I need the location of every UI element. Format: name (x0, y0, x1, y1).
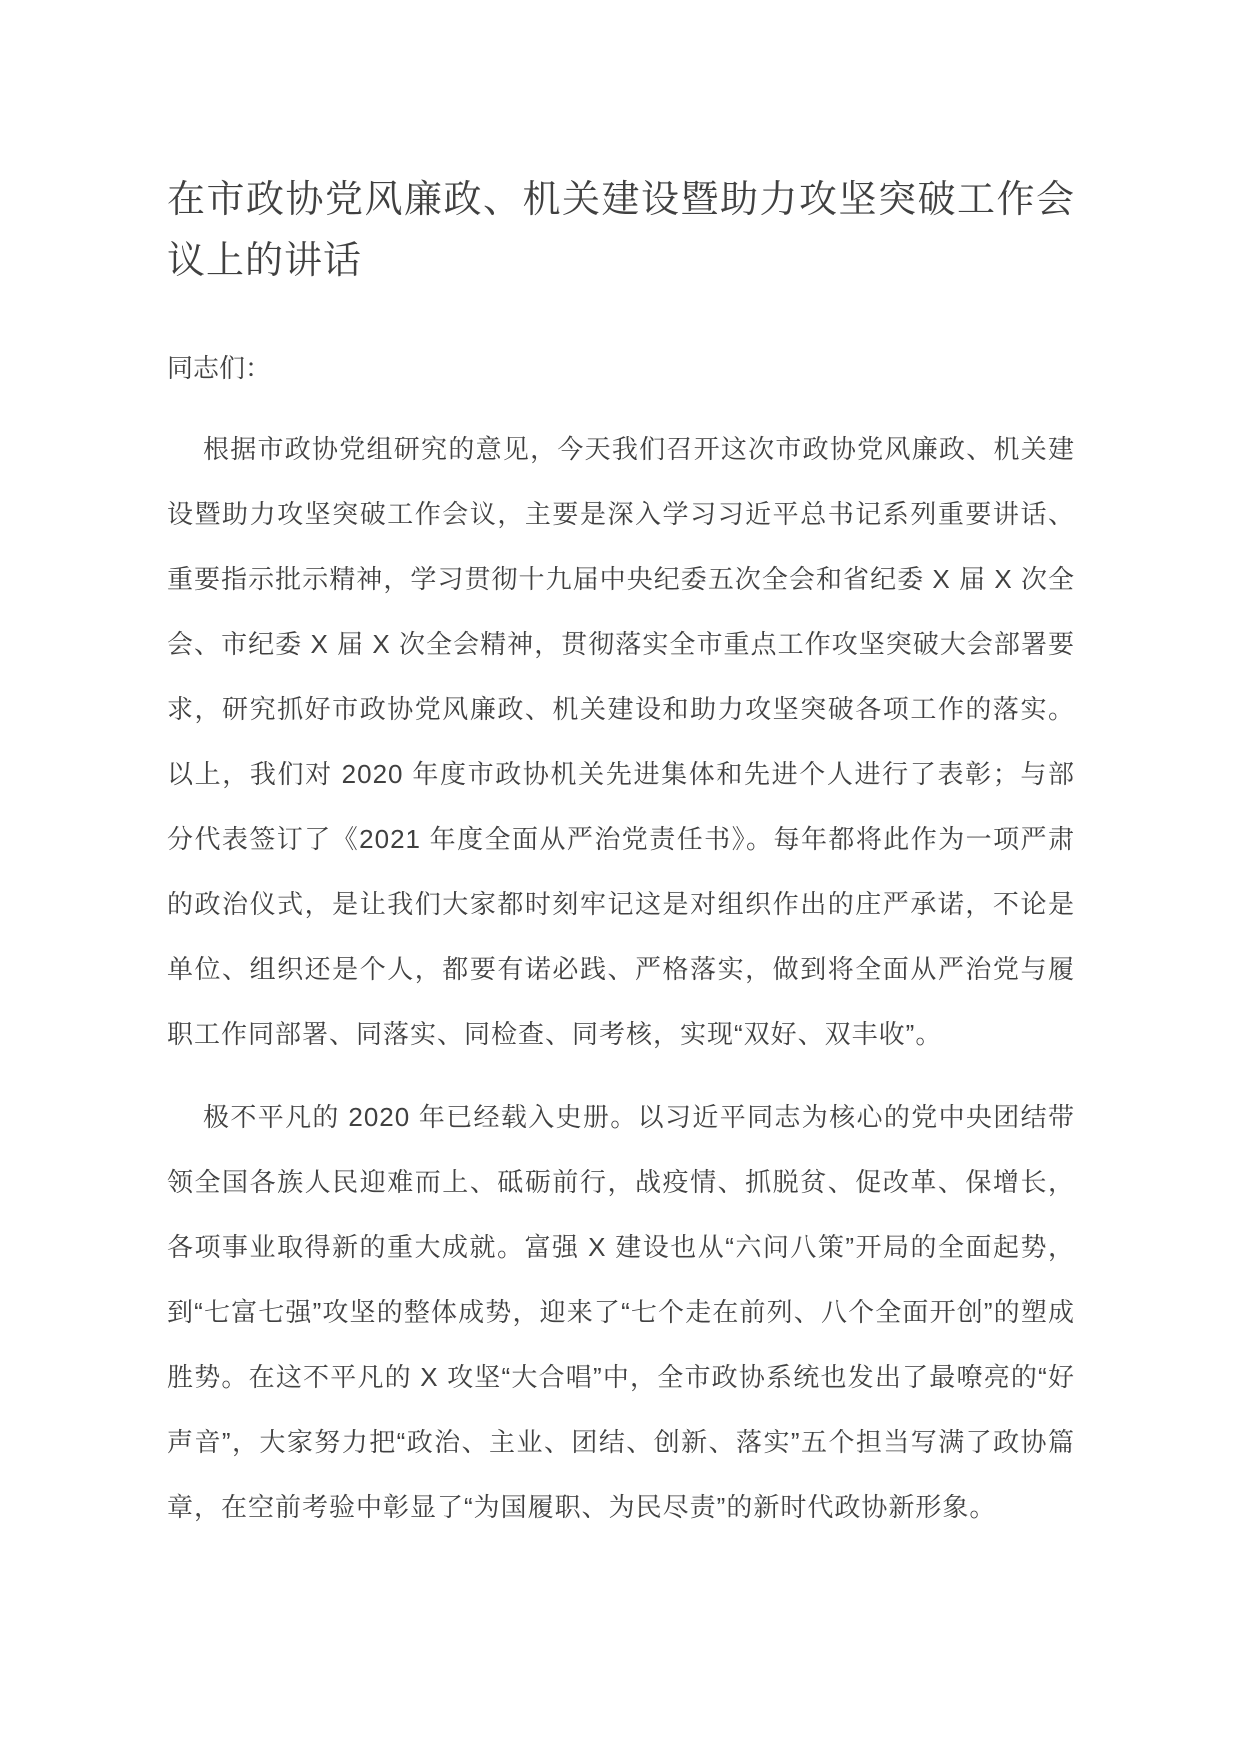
body-paragraph-2: 极不平凡的 2020 年已经载入史册。以习近平同志为核心的党中央团结带领全国各族人民迎难而上、砥砺前行，战疫情、抓脱贫、促改革、保增长，各项事业取得新的重大成就。富强 X 建设也从“六问八策”开局的全面起势，到“七富七强”攻坚的整体成势，迎来了“七个走在前列、八个全面开创”的塑成胜势。在这不平凡的 X 攻坚“大合唱”中，全市政协系统也发出了最嘹亮的“好声音”，大家努力把“政治、主业、团结、创新、落实”五个担当写满了政协篇章，在空前考验中彰显了“为国履职、为民尽责”的新时代政协新形象。 (167, 1102, 1075, 1522)
document-title: 在市政协党风廉政、机关建设暨助力攻坚突破工作会议上的讲话 (167, 179, 1075, 282)
body-paragraph-1: 根据市政协党组研究的意见，今天我们召开这次市政协党风廉政、机关建设暨助力攻坚突破工作会议，主要是深入学习习近平总书记系列重要讲话、重要指示批示精神，学习贯彻十九届中央纪委五次全会和省纪委 X 届 X 次全会、市纪委 X 届 X 次全会精神，贯彻落实全市重点工作攻坚突破大会部署要求，研究抓好市政协党风廉政、机关建设和助力攻坚突破各项工作的落实。以上，我们对 2020 年度市政协机关先进集体和先进个人进行了表彰；与部分代表签订了《2021 年度全面从严治党责任书》。每年都将此作为一项严肃的政治仪式，是让我们大家都时刻牢记这是对组织作出的庄严承诺，不论是单位、组织还是个人，都要有诺必践、严格落实，做到将全面从严治党与履职工作同部署、同落实、同检查、同考核，实现“双好、双丰收”。 (167, 434, 1075, 1049)
salutation-line: 同志们： (167, 353, 272, 383)
